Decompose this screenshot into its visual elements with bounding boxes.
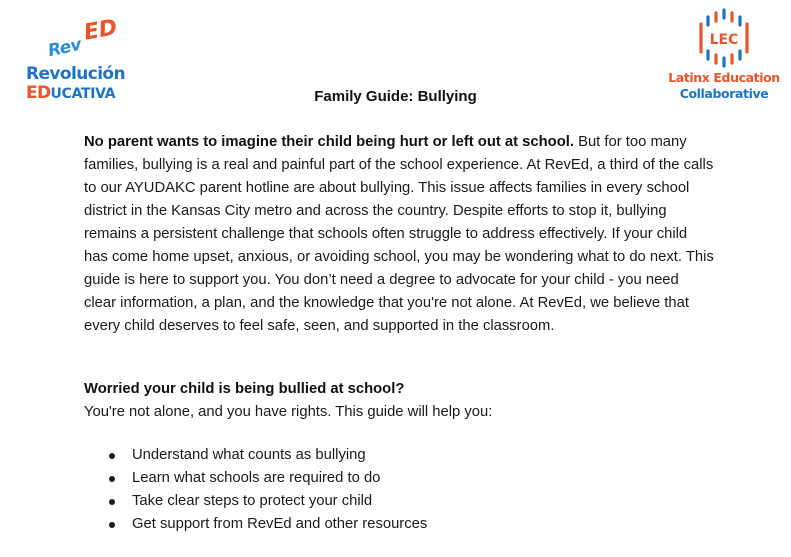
lec-logo-line1: Latinx Education — [668, 70, 780, 85]
reved-logo — [26, 8, 136, 103]
bullet-icon — [109, 499, 115, 505]
lec-logo-line2: Collaborative — [679, 86, 769, 101]
section-heading: Worried your child is being bullied at school? — [84, 381, 405, 397]
list-item — [84, 467, 724, 490]
reved-logo-line1: Revolución — [26, 64, 125, 84]
reved-logo-line2-rest: UCATIVA — [50, 86, 116, 102]
intro-paragraph — [84, 131, 714, 338]
intro-body-text: But for too many families, bullying is a real and painful part of the school experience. At RevEd, a third of the calls to our AYUDAKC parent hotline are about bullying. This issue affects families in every school district in the Kansas City metro and across the country. Despite efforts to stop it, bullying remains a persistent challenge that schools often struggle to address effectively. If your child has come home upset, anxious, or avoiding school, you may be wondering what to do next. This guide is here to support you. You don’t need a degree to advocate for your child - you need clear information, a plan, and the knowledge that you're not alone. At RevEd, we believe that every child deserves to feel safe, seen, and supported in the classroom. — [84, 134, 714, 334]
help-list — [84, 444, 724, 536]
reved-logo-ed-text: ED — [82, 15, 120, 46]
reved-logo-rev-text: Rev — [46, 34, 84, 62]
bullet-icon — [109, 453, 115, 459]
list-item — [84, 490, 724, 513]
list-item — [84, 444, 724, 467]
bullet-icon — [109, 476, 115, 482]
reved-logo-line2-ed: ED — [26, 83, 51, 103]
list-item-text: Learn what schools are required to do — [132, 470, 381, 486]
list-item-text: Understand what counts as bullying — [132, 447, 366, 463]
lec-hexagon-icon — [697, 8, 751, 68]
bullet-icon — [109, 522, 115, 528]
lec-logo-mark-text: LEC — [709, 32, 739, 48]
page-title: Family Guide: Bullying — [314, 88, 477, 105]
list-item-text: Get support from RevEd and other resources — [132, 516, 428, 532]
section-intro: You're not alone, and you have rights. This guide will help you: — [84, 404, 493, 420]
intro-lead-sentence: No parent wants to imagine their child being hurt or left out at school. — [84, 134, 574, 150]
list-item-text: Take clear steps to protect your child — [132, 493, 373, 509]
list-item — [84, 513, 724, 536]
